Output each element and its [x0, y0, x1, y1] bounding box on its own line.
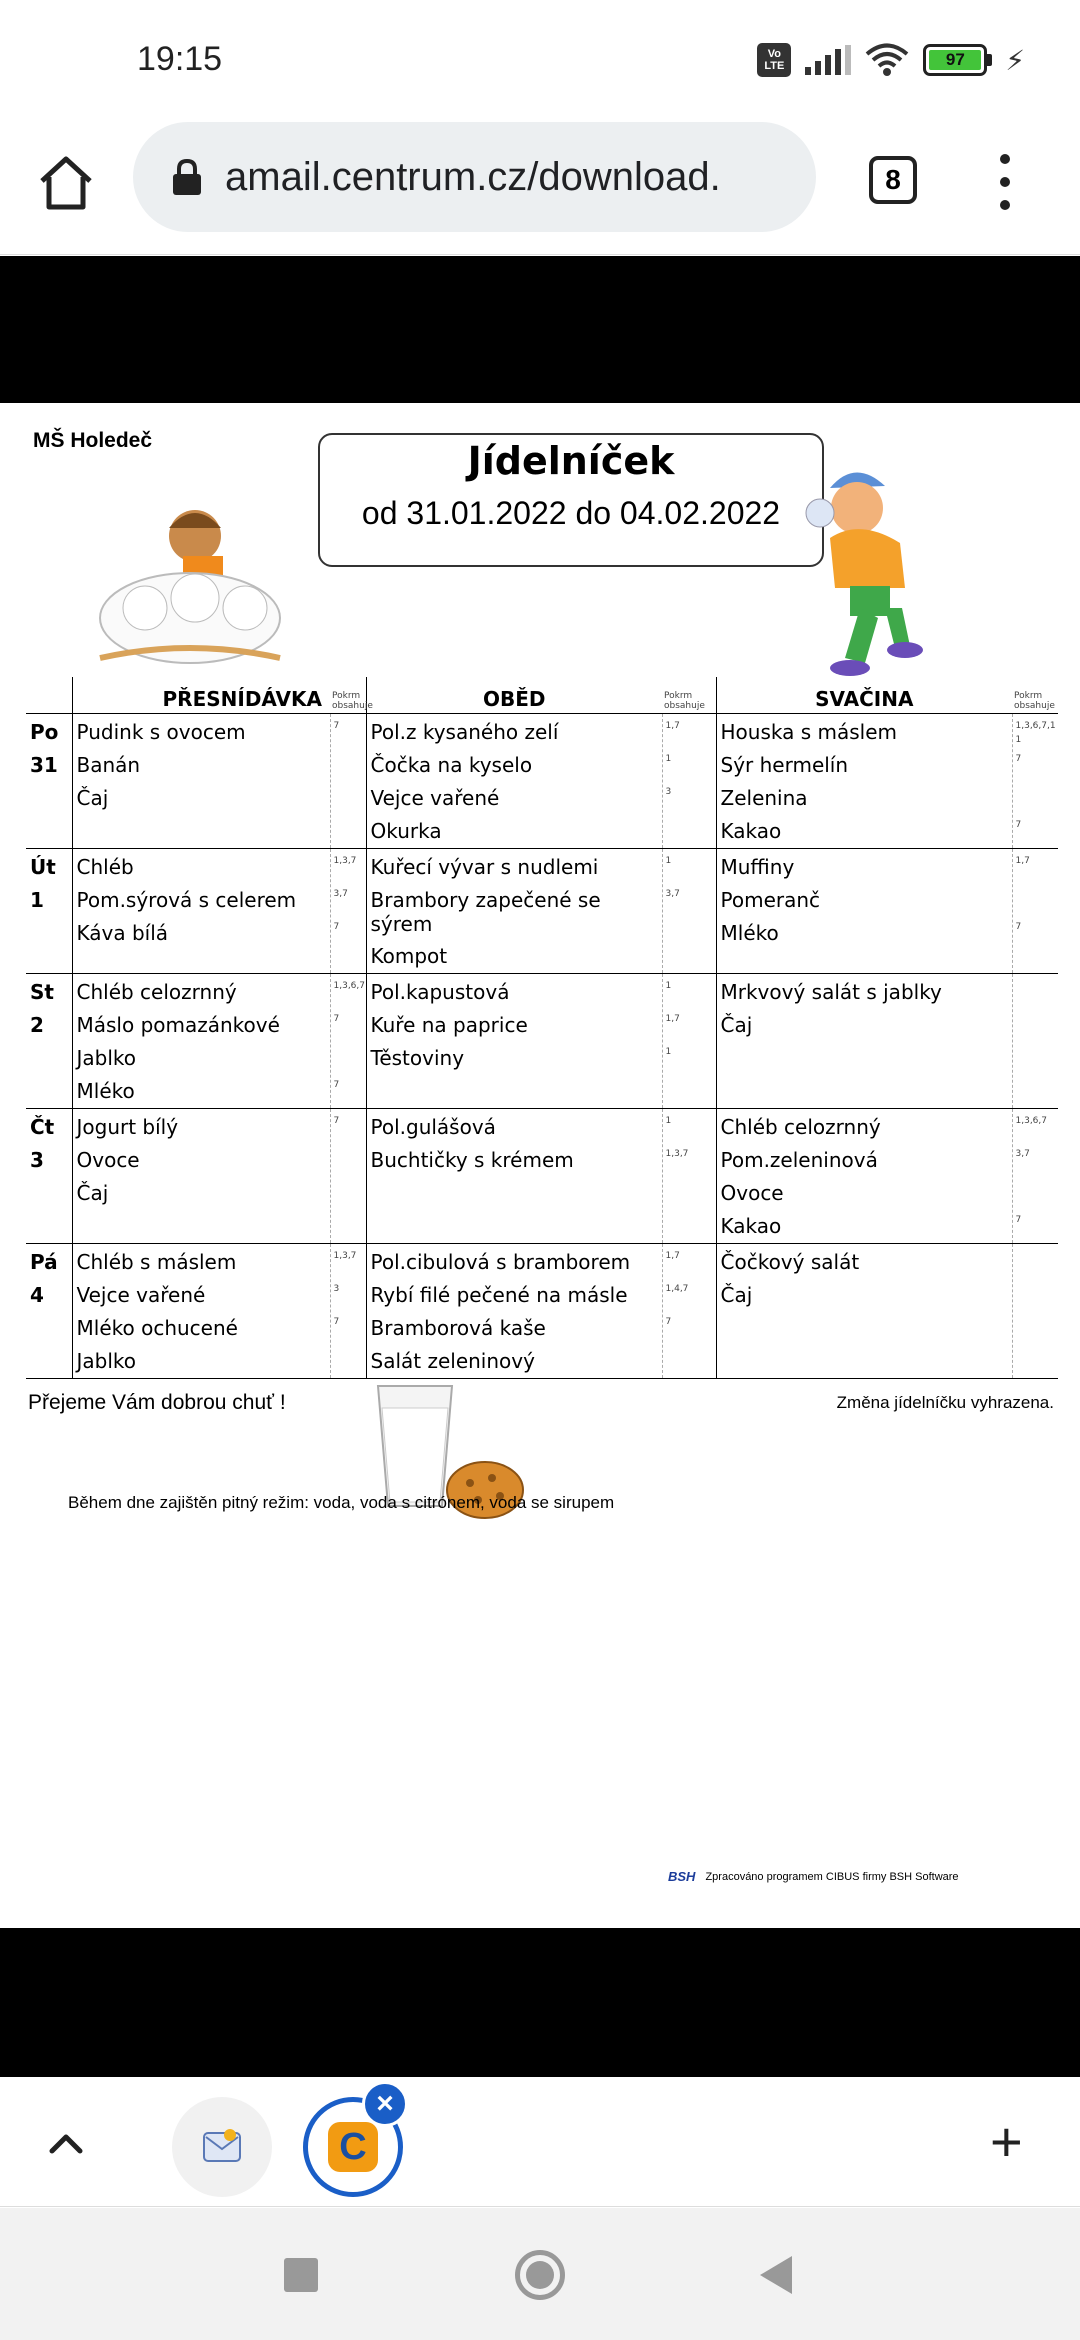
snack-item: Pom.zeleninová: [720, 1147, 878, 1172]
allergen-code: 7: [333, 1316, 340, 1327]
table-row: [26, 1243, 1058, 1378]
allergen-code: 7: [333, 720, 340, 731]
allergen-code: [1016, 884, 1059, 917]
allergen-code: [334, 782, 366, 815]
allergen-header-line2: obsahuje: [332, 700, 373, 711]
lunch-item: Čočka na kyselo: [370, 752, 533, 777]
table-row: [26, 848, 1058, 973]
snack-item: Ovoce: [720, 1180, 784, 1205]
allergen-header-line1: Pokrm: [664, 690, 693, 701]
lunch-cell: [366, 973, 662, 1108]
breakfast-item: Pudink s ovocem: [76, 719, 246, 744]
allergen-code: 7: [1015, 1214, 1022, 1225]
breakfast-header: PŘESNÍDÁVKA: [72, 677, 330, 713]
breakfast-cell: [72, 1108, 330, 1243]
allergen-code: 1,3,6,7,1 1: [1015, 720, 1056, 745]
allergen-header-line2: obsahuje: [664, 700, 705, 711]
allergen-header-line1: Pokrm: [1014, 690, 1043, 701]
lunch-allergen-cell: [662, 973, 716, 1108]
day-number: 1: [30, 887, 44, 912]
day-cell: [26, 973, 72, 1108]
lunch-item: Pol.cibulová s bramborem: [370, 1249, 631, 1274]
chevron-up-icon[interactable]: [46, 2123, 86, 2163]
signal-icon: [805, 45, 851, 75]
allergen-code: [1016, 1246, 1059, 1279]
breakfast-item: Čaj: [76, 1180, 109, 1205]
allergen-code: 3,7: [1015, 1148, 1030, 1159]
breakfast-allergen-cell: [330, 1243, 366, 1378]
lunch-allergen-cell: [662, 1243, 716, 1378]
lunch-allergen-cell: [662, 1108, 716, 1243]
breakfast-allergen-cell: [330, 848, 366, 973]
snack-cell: [716, 973, 1012, 1108]
snack-item: Čočkový salát: [720, 1249, 860, 1274]
lunch-item: Buchtičky s krémem: [370, 1147, 574, 1172]
school-name: MŠ Holedeč: [33, 429, 153, 452]
allergen-code: 7: [333, 1079, 340, 1090]
lunch-item: Brambory zapečené se sýrem: [370, 887, 601, 936]
drink-note: Během dne zajištěn pitný režim: voda, voda s citrónem, voda se sirupem: [68, 1493, 615, 1512]
allergen-header: [1012, 677, 1058, 713]
day-name: Po: [30, 719, 59, 744]
allergen-code: 7: [1015, 753, 1022, 764]
mail-app-icon: [200, 2125, 244, 2169]
lunch-item: Těstoviny: [370, 1045, 465, 1070]
snack-allergen-cell: [1012, 973, 1058, 1108]
lunch-item: Vejce vařené: [370, 785, 500, 810]
allergen-code: 1,3,6,7: [333, 980, 365, 991]
allergen-code: 7: [333, 1013, 340, 1024]
allergen-code: 7: [665, 1316, 672, 1327]
wish-text: Přejeme Vám dobrou chuť !: [28, 1391, 286, 1414]
tab-thumbnail-mail[interactable]: [172, 2097, 272, 2197]
battery-level: 97: [929, 50, 981, 70]
allergen-code: 1,7: [665, 1013, 680, 1024]
centrum-logo-icon: C: [328, 2122, 378, 2172]
allergen-code: 1: [665, 855, 672, 866]
allergen-code: 3: [333, 1283, 340, 1294]
battery-icon: [923, 44, 987, 76]
charging-icon: ⚡: [1005, 43, 1025, 77]
allergen-code: 1,3,7: [665, 1148, 689, 1159]
breakfast-item: Jablko: [76, 1045, 137, 1070]
snack-allergen-cell: [1012, 713, 1058, 848]
day-cell: [26, 848, 72, 973]
child-snow-clipart: [95, 498, 285, 668]
allergen-code: [1016, 1009, 1059, 1042]
snack-allergen-cell: [1012, 1243, 1058, 1378]
title-box: [318, 433, 824, 567]
snack-item: Pomeranč: [720, 887, 821, 912]
allergen-code: 7: [333, 1115, 340, 1126]
day-name: Út: [30, 854, 56, 879]
snack-item: Kakao: [720, 1213, 782, 1238]
allergen-code: 1,7: [665, 1250, 680, 1261]
recents-button[interactable]: [284, 2258, 318, 2292]
snack-item: Houska s máslem: [720, 719, 897, 744]
day-cell: [26, 1243, 72, 1378]
allergen-header-line1: Pokrm: [332, 690, 361, 701]
breakfast-item: Chléb s máslem: [76, 1249, 237, 1274]
status-icons: [757, 42, 1025, 78]
breakfast-item: Káva bílá: [76, 920, 169, 945]
browser-toolbar: [0, 120, 1080, 255]
allergen-code: 7: [1015, 921, 1022, 932]
lunch-item: Pol.kapustová: [370, 979, 510, 1004]
date-range: od 31.01.2022 do 04.02.2022: [361, 495, 781, 531]
day-name: Čt: [30, 1114, 55, 1139]
snack-item: Sýr hermelín: [720, 752, 849, 777]
lunch-item: Okurka: [370, 818, 442, 843]
menu-document: [0, 403, 1080, 1928]
snack-allergen-cell: [1012, 1108, 1058, 1243]
close-tab-icon[interactable]: ×: [362, 2081, 408, 2127]
allergen-code: [666, 940, 716, 973]
allergen-code: [1016, 1177, 1059, 1210]
snack-item: Chléb celozrnný: [720, 1114, 881, 1139]
snack-item: Mléko: [720, 920, 779, 945]
lunch-item: Kompot: [370, 943, 448, 968]
volte-label-bottom: LTE: [764, 60, 785, 72]
credit-text: Zpracováno programem CIBUS firmy BSH Software: [705, 1871, 959, 1883]
day-number: 31: [30, 752, 58, 777]
menu-table-body: [26, 713, 1058, 1378]
volte-icon: [757, 43, 791, 77]
allergen-header: [662, 677, 716, 713]
software-credit: [668, 1871, 959, 1883]
allergen-code: 1,7: [1015, 855, 1030, 866]
bsh-logo: BSH: [668, 1869, 696, 1884]
snack-item: Čaj: [720, 1012, 753, 1037]
allergen-code: 1,3,6,7: [1015, 1115, 1047, 1126]
allergen-code: [666, 815, 716, 848]
allergen-code: [334, 749, 366, 782]
snack-cell: [716, 1243, 1012, 1378]
day-name: Pá: [30, 1249, 58, 1274]
status-time: 19:15: [137, 40, 223, 78]
child-snowball-clipart: [790, 458, 950, 678]
allergen-code: 7: [1015, 819, 1022, 830]
wifi-icon: [865, 43, 909, 77]
breakfast-item: Jablko: [76, 1348, 137, 1373]
allergen-code: [1016, 782, 1059, 815]
day-number: 2: [30, 1012, 44, 1037]
breakfast-item: Pom.sýrová s celerem: [76, 887, 297, 912]
breakfast-cell: [72, 973, 330, 1108]
home-nav-button[interactable]: [515, 2250, 565, 2300]
snack-item: Kakao: [720, 818, 782, 843]
breakfast-item: Máslo pomazánkové: [76, 1012, 280, 1037]
allergen-code: [334, 1042, 366, 1075]
home-icon[interactable]: [36, 153, 96, 213]
lunch-item: Pol.gulášová: [370, 1114, 496, 1139]
allergen-code: 3,7: [333, 888, 348, 899]
day-number: 3: [30, 1147, 44, 1172]
lunch-allergen-cell: [662, 713, 716, 848]
breakfast-item: Mléko: [76, 1078, 135, 1103]
allergen-code: 3: [665, 786, 672, 797]
snack-item: Muffiny: [720, 854, 795, 879]
system-nav-bar: [0, 2208, 1080, 2340]
snack-cell: [716, 1108, 1012, 1243]
allergen-code: 3,7: [665, 888, 680, 899]
url-text: amail.centrum.cz/download.: [225, 154, 721, 199]
pdf-bottom-margin: [0, 1928, 1080, 2077]
allergen-code: [1016, 976, 1059, 1009]
snack-cell: [716, 848, 1012, 973]
day-header: [26, 677, 72, 713]
breakfast-cell: [72, 713, 330, 848]
allergen-code: [1016, 1279, 1059, 1312]
table-header-row: [26, 677, 1058, 713]
lunch-allergen-cell: [662, 848, 716, 973]
url-field[interactable]: [133, 122, 816, 232]
allergen-header-line2: obsahuje: [1014, 700, 1055, 711]
lock-icon: [171, 159, 203, 195]
breakfast-item: Vejce vařené: [76, 1282, 206, 1307]
back-button[interactable]: [760, 2256, 792, 2294]
menu-title: Jídelníček: [467, 439, 675, 483]
snack-allergen-cell: [1012, 848, 1058, 973]
allergen-code: 1: [665, 1115, 672, 1126]
tab-switcher-button[interactable]: 8: [869, 156, 917, 204]
snack-item: Čaj: [720, 1282, 753, 1307]
overflow-menu-icon[interactable]: [995, 154, 1015, 210]
lunch-header: OBĚD: [366, 677, 662, 713]
allergen-code: [334, 1177, 366, 1210]
breakfast-cell: [72, 848, 330, 973]
allergen-code: 1: [665, 980, 672, 991]
snack-cell: [716, 713, 1012, 848]
allergen-code: 1: [665, 753, 672, 764]
tab-strip: [0, 2077, 1080, 2207]
breakfast-item: Mléko ochucené: [76, 1315, 238, 1340]
breakfast-item: Banán: [76, 752, 141, 777]
allergen-code: 1,7: [665, 720, 680, 731]
change-note: Změna jídelníčku vyhrazena.: [836, 1393, 1054, 1412]
new-tab-icon[interactable]: +: [990, 2110, 1023, 2173]
allergen-code: 1: [665, 1046, 672, 1057]
breakfast-cell: [72, 1243, 330, 1378]
allergen-code: 1,3,7: [333, 1250, 357, 1261]
allergen-code: [334, 1345, 366, 1378]
lunch-item: Pol.z kysaného zelí: [370, 719, 559, 744]
breakfast-item: Chléb: [76, 854, 134, 879]
lunch-item: Rybí filé pečené na másle: [370, 1282, 628, 1307]
volte-label-top: Vo: [767, 48, 781, 60]
table-row: [26, 973, 1058, 1108]
breakfast-allergen-cell: [330, 1108, 366, 1243]
breakfast-allergen-cell: [330, 713, 366, 848]
lunch-item: Kuře na paprice: [370, 1012, 528, 1037]
snack-header: SVAČINA: [716, 677, 1012, 713]
table-row: [26, 713, 1058, 848]
allergen-code: 1,3,7: [333, 855, 357, 866]
day-number: 4: [30, 1282, 44, 1307]
lunch-cell: [366, 1108, 662, 1243]
table-row: [26, 1108, 1058, 1243]
day-name: St: [30, 979, 54, 1004]
lunch-cell: [366, 1243, 662, 1378]
breakfast-item: Chléb celozrnný: [76, 979, 237, 1004]
day-cell: [26, 1108, 72, 1243]
lunch-cell: [366, 713, 662, 848]
lunch-item: Kuřecí vývar s nudlemi: [370, 854, 599, 879]
allergen-code: [334, 1144, 366, 1177]
snack-item: Mrkvový salát s jablky: [720, 979, 942, 1004]
allergen-header: [330, 677, 373, 713]
allergen-code: 7: [333, 921, 340, 932]
status-bar: [0, 0, 1080, 120]
breakfast-item: Ovoce: [76, 1147, 140, 1172]
lunch-item: Salát zeleninový: [370, 1348, 535, 1373]
snack-item: Zelenina: [720, 785, 808, 810]
pdf-top-margin: [0, 256, 1080, 403]
breakfast-item: Čaj: [76, 785, 109, 810]
allergen-code: [666, 1345, 716, 1378]
menu-table: [26, 677, 1058, 1379]
breakfast-allergen-cell: [330, 973, 366, 1108]
lunch-item: Bramborová kaše: [370, 1315, 546, 1340]
breakfast-item: Jogurt bílý: [76, 1114, 179, 1139]
allergen-code: 1,4,7: [665, 1283, 689, 1294]
day-cell: [26, 713, 72, 848]
lunch-cell: [366, 848, 662, 973]
